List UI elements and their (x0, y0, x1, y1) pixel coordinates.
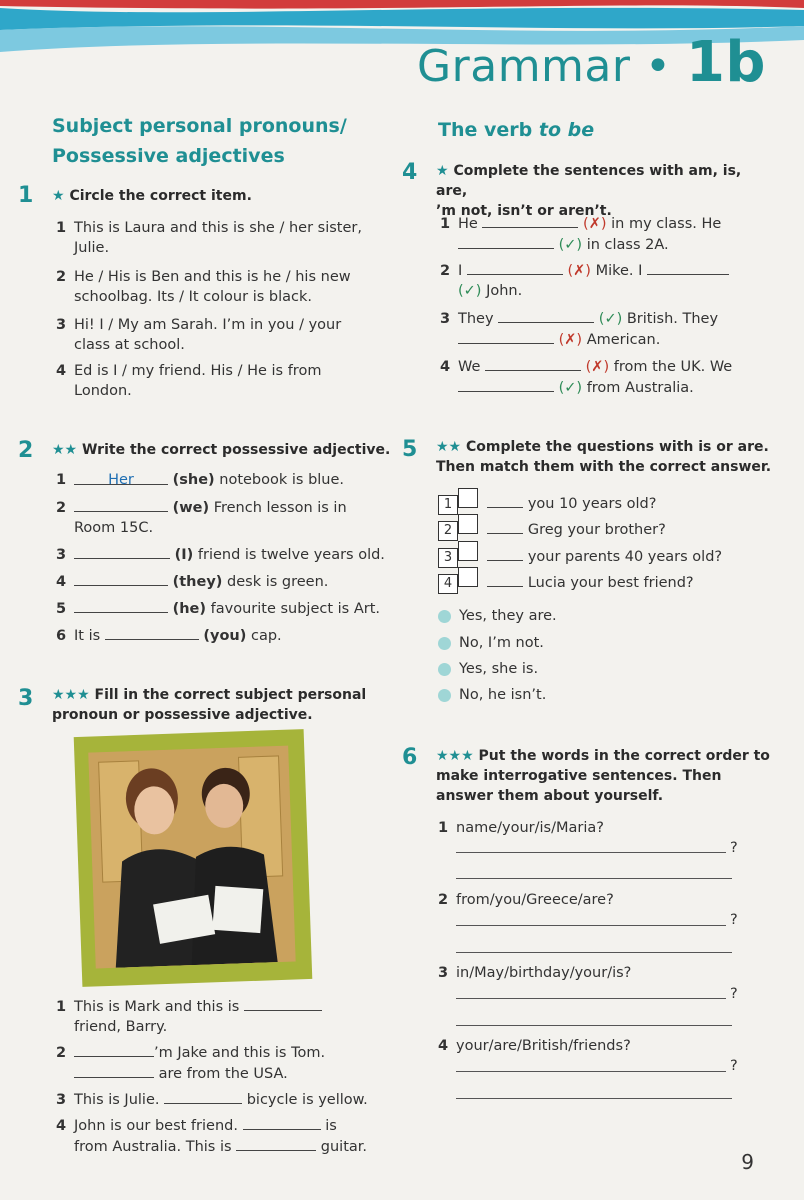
answer-blank[interactable] (74, 1042, 154, 1057)
item-text: cap. (250, 628, 282, 644)
item-text: We (458, 359, 481, 375)
question-number-box: 4 (438, 574, 458, 594)
exercise-4-item-4 (440, 356, 760, 398)
exercise-5-answer-c (438, 659, 538, 679)
answer-blank[interactable] (244, 996, 322, 1011)
answer-blank[interactable] (74, 598, 168, 613)
question-text: Greg your brother? (527, 522, 666, 538)
item-number: 6 (56, 628, 67, 644)
answer-letter-box[interactable] (458, 488, 478, 508)
item-text-mid: in my class. He (611, 216, 722, 232)
exercise-5-question-2 (438, 514, 758, 541)
exercise-2-item-2 (56, 497, 376, 538)
exercise-5-question-3 (438, 541, 758, 568)
answer-letter-bullet (438, 610, 451, 623)
item-number: 3 (56, 1092, 67, 1108)
answer-blank[interactable] (487, 572, 523, 587)
item-number: 2 (440, 263, 451, 279)
item-text-end: John. (486, 283, 523, 299)
exercise-1-instruction (52, 186, 252, 206)
item-text: They (458, 311, 494, 327)
item-number: 1 (56, 999, 67, 1015)
tick-mark: (✓) (458, 283, 482, 299)
item-text-end: is (325, 1118, 337, 1134)
item-text-line2: friend, Barry. (74, 1019, 168, 1035)
tick-mark: (✓) (558, 380, 583, 396)
exercise-6-number: 6 (402, 745, 418, 770)
exercise-2-item-5 (56, 598, 386, 619)
instruction-text: Complete the questions with is or are. (465, 439, 769, 455)
answer-blank[interactable] (74, 470, 168, 488)
item-text-mid: from the UK. We (613, 359, 733, 375)
exercise-6-item-2 (438, 890, 614, 910)
question-line[interactable] (456, 852, 726, 853)
exercise-6-item-4 (438, 1036, 631, 1056)
answer-line[interactable] (456, 1098, 732, 1099)
pronoun-cue: (they) (172, 574, 223, 590)
answer-letter-bullet (438, 663, 451, 676)
question-line[interactable] (456, 1071, 726, 1072)
answer-blank[interactable] (74, 497, 168, 512)
answer-blank[interactable] (74, 571, 168, 586)
item-number: 4 (440, 359, 451, 375)
photo-frame (74, 729, 313, 987)
answer-text: No, he isn’t. (459, 687, 547, 703)
item-text-end-2: guitar. (320, 1139, 367, 1155)
item-text-line2: from Australia. This is (74, 1139, 232, 1155)
exercise-5-answer-b (438, 633, 544, 653)
answer-letter-box[interactable] (458, 567, 478, 587)
answer-text: No, I’m not. (459, 635, 544, 651)
answer-blank[interactable] (74, 544, 170, 559)
item-text: He / His is Ben and this is he / his new (74, 269, 351, 285)
item-number: 1 (440, 216, 451, 232)
question-text: you 10 years old? (527, 496, 657, 512)
scrambled-words: in/May/birthday/your/is? (456, 965, 632, 981)
tick-mark: (✓) (558, 237, 583, 253)
item-text: Ed is I / my friend. His / He is from (74, 363, 322, 379)
question-text: Lucia your best friend? (527, 575, 694, 591)
photo-two-boys-reading (88, 746, 295, 969)
exercise-2-instruction (52, 440, 390, 460)
difficulty-stars: ★★★ (436, 748, 474, 764)
instruction-text: Complete the sentences with am, is, are, (436, 163, 742, 199)
difficulty-stars: ★★ (52, 442, 78, 458)
exercise-2-number: 2 (18, 438, 34, 463)
item-number: 3 (56, 317, 67, 333)
answer-blank[interactable] (487, 546, 523, 561)
answer-blank[interactable] (458, 234, 554, 249)
item-text-line2: London. (74, 383, 132, 399)
pronoun-cue: (she) (172, 472, 215, 488)
answer-text: Yes, they are. (459, 608, 557, 624)
answer-blank[interactable] (647, 260, 729, 275)
difficulty-stars: ★ (436, 163, 449, 179)
answer-letter-box[interactable] (458, 514, 478, 534)
section-heading-text: The verb (438, 119, 539, 141)
exercise-6-instruction (436, 746, 776, 806)
item-number: 4 (56, 574, 67, 590)
illustration-boys (88, 746, 295, 969)
item-text: favourite subject is Art. (210, 601, 381, 617)
item-text: friend is twelve years old. (197, 547, 385, 563)
answer-blank[interactable] (74, 1063, 154, 1078)
question-text: your parents 40 years old? (527, 549, 723, 565)
item-text-mid: British. They (626, 311, 719, 327)
exercise-5-number: 5 (402, 437, 418, 462)
item-text: This is Mark and this is (74, 999, 240, 1015)
instruction-text: Put the words in the correct order to (478, 748, 770, 764)
answer-blank[interactable] (458, 329, 554, 344)
item-number: 2 (56, 1045, 67, 1061)
tick-mark: (✓) (598, 311, 623, 327)
answer-blank[interactable] (105, 625, 199, 640)
exercise-5-question-1 (438, 488, 758, 515)
item-text-end: bicycle is yellow. (246, 1092, 368, 1108)
item-number: 2 (438, 892, 449, 908)
exercise-2-item-3 (56, 544, 386, 565)
exercise-4-item-2 (440, 260, 760, 301)
item-text-line2: schoolbag. Its / It colour is black. (74, 289, 312, 305)
answer-letter-bullet (438, 637, 451, 650)
item-text-end: from Australia. (586, 380, 694, 396)
scrambled-words: name/your/is/Maria? (456, 820, 604, 836)
title-separator: • (644, 41, 672, 92)
exercise-3-item-4 (56, 1115, 376, 1157)
section-heading-line-1: Subject personal pronouns/ (52, 115, 347, 137)
page-number: 9 (741, 1150, 754, 1174)
item-text-end: American. (586, 332, 661, 348)
cross-mark: (✗) (585, 359, 610, 375)
exercise-4-item-3 (440, 308, 760, 350)
question-line[interactable] (456, 925, 726, 926)
section-heading-line-2: Possessive adjectives (52, 145, 285, 167)
answer-line[interactable] (456, 878, 732, 879)
item-text: John is our best friend. (74, 1118, 238, 1134)
answer-line[interactable] (456, 1025, 732, 1026)
page-title (417, 30, 766, 95)
cross-mark: (✗) (558, 332, 583, 348)
question-number-box: 3 (438, 548, 458, 568)
question-mark: ? (730, 912, 738, 928)
item-text-line2: Julie. (74, 240, 110, 256)
exercise-1-item-1 (56, 218, 376, 258)
exercise-5-question-4 (438, 567, 758, 594)
answer-blank[interactable] (498, 308, 594, 323)
exercise-5-instruction (436, 437, 776, 477)
item-text-line2: are from the USA. (158, 1066, 288, 1082)
answer-blank[interactable] (243, 1115, 321, 1130)
item-text: I (458, 263, 463, 279)
item-text: It is (74, 628, 101, 644)
item-number: 5 (56, 601, 67, 617)
filled-answer: Her (108, 472, 134, 488)
answer-blank[interactable] (467, 260, 563, 275)
section-heading-emphasis: to be (538, 119, 595, 141)
pronoun-cue: (I) (174, 547, 194, 563)
exercise-3-item-2 (56, 1042, 376, 1084)
exercise-3-instruction (52, 685, 382, 725)
question-number-box: 1 (438, 495, 458, 515)
question-mark: ? (730, 1058, 738, 1074)
item-number: 2 (56, 500, 67, 516)
exercise-4-item-1 (440, 213, 760, 255)
exercise-5-answer-a (438, 606, 557, 626)
scrambled-words: from/you/Greece/are? (456, 892, 614, 908)
item-text: notebook is blue. (219, 472, 345, 488)
instruction-text: Write the correct possessive adjective. (81, 442, 391, 458)
exercise-1-item-2 (56, 267, 376, 307)
question-mark: ? (730, 986, 738, 1002)
question-mark: ? (730, 840, 738, 856)
section-heading-verb-to-be (438, 115, 594, 145)
answer-letter-bullet (438, 689, 451, 702)
instruction-text-line3: answer them about yourself. (436, 788, 664, 804)
answer-blank[interactable] (164, 1089, 242, 1104)
item-text-line2: Room 15C. (74, 520, 154, 536)
instruction-text-line2: Then match them with the correct answer. (436, 459, 772, 475)
exercise-4-number: 4 (402, 160, 418, 185)
item-number: 4 (56, 363, 67, 379)
pronoun-cue: (you) (203, 628, 247, 644)
answer-text: Yes, she is. (459, 661, 539, 677)
item-text: He (458, 216, 478, 232)
item-text-line2: class at school. (74, 337, 185, 353)
answer-blank[interactable] (487, 519, 523, 534)
instruction-text-line2: make interrogative sentences. Then (436, 768, 722, 784)
title-word: Grammar (417, 41, 631, 92)
answer-letter-box[interactable] (458, 541, 478, 561)
section-heading-pronouns (52, 111, 347, 171)
item-number: 3 (56, 547, 67, 563)
exercise-5-answer-d (438, 685, 546, 705)
difficulty-stars: ★★★ (52, 687, 90, 703)
exercise-6-item-3 (438, 963, 631, 983)
exercise-2-item-4 (56, 571, 376, 592)
answer-line[interactable] (456, 952, 732, 953)
item-number: 4 (56, 1118, 67, 1134)
item-number: 3 (438, 965, 449, 981)
exercise-2-item-6 (56, 625, 376, 646)
answer-blank[interactable] (458, 377, 554, 392)
exercise-3-item-1 (56, 996, 376, 1037)
title-unit: 1b (685, 30, 766, 95)
difficulty-stars: ★★ (436, 439, 462, 455)
exercise-1-number: 1 (18, 183, 34, 208)
item-text: French lesson is in (213, 500, 347, 516)
item-number: 3 (440, 311, 451, 327)
scrambled-words: your/are/British/friends? (456, 1038, 631, 1054)
item-number: 1 (56, 220, 67, 236)
answer-blank[interactable] (482, 213, 578, 228)
answer-blank[interactable] (485, 356, 581, 371)
item-text-end: in class 2A. (586, 237, 669, 253)
item-number: 1 (56, 472, 67, 488)
answer-blank[interactable] (487, 493, 523, 508)
item-text: This is Julie. (74, 1092, 160, 1108)
difficulty-stars: ★ (52, 188, 65, 204)
item-number: 2 (56, 269, 67, 285)
instruction-text: Fill in the correct subject personal (94, 687, 367, 703)
exercise-4-instruction (436, 161, 776, 221)
item-text: desk is green. (227, 574, 329, 590)
item-text: This is Laura and this is she / her sister, (74, 220, 362, 236)
question-line[interactable] (456, 998, 726, 999)
exercise-2-item-1 (56, 470, 376, 490)
cross-mark: (✗) (567, 263, 591, 279)
instruction-text: Circle the correct item. (69, 188, 252, 204)
pronoun-cue: (we) (172, 500, 210, 516)
item-number: 1 (438, 820, 449, 836)
exercise-3-number: 3 (18, 686, 34, 711)
exercise-3-item-3 (56, 1089, 376, 1110)
exercise-1-item-4 (56, 361, 376, 401)
item-text: Hi! I / My am Sarah. I’m in you / your (74, 317, 342, 333)
pronoun-cue: (he) (172, 601, 207, 617)
instruction-text-line2: ’m not, isn’t or aren’t. (436, 203, 612, 219)
question-number-box: 2 (438, 521, 458, 541)
item-text-mid: Mike. I (595, 263, 643, 279)
instruction-text-line2: pronoun or possessive adjective. (52, 707, 313, 723)
item-text: ’m Jake and this is Tom. (154, 1045, 326, 1061)
cross-mark: (✗) (583, 216, 607, 232)
exercise-6-item-1 (438, 818, 604, 838)
item-number: 4 (438, 1038, 449, 1054)
exercise-1-item-3 (56, 315, 376, 355)
answer-blank[interactable] (236, 1136, 316, 1151)
